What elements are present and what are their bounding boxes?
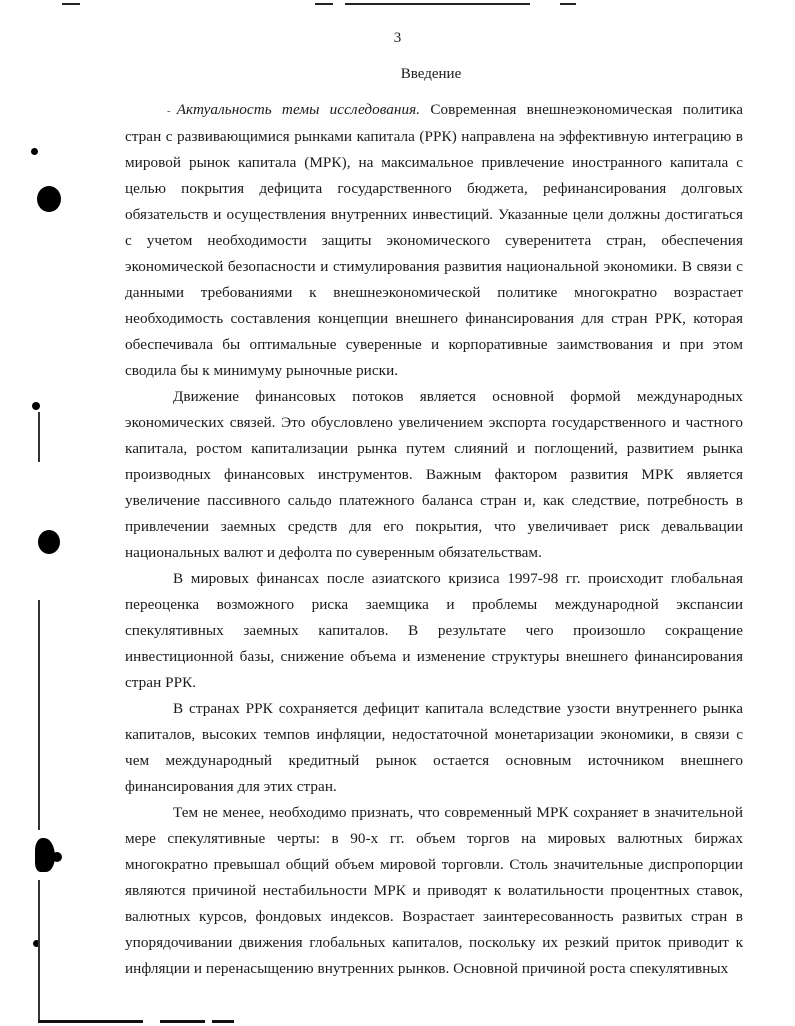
paragraph-lead: Актуальность темы исследования. xyxy=(176,101,421,118)
punch-hole-mark xyxy=(38,530,60,554)
scan-margin-line xyxy=(38,600,40,830)
stray-mark: - xyxy=(167,105,171,117)
page-number: 3 xyxy=(393,30,402,46)
document-body xyxy=(125,97,743,982)
scan-edge-rule xyxy=(38,1020,143,1023)
scan-edge-rule xyxy=(560,3,576,5)
paragraph: Движение финансовых потоков является основной формой международных экономических связей. Это обусловлено увеличением экспорта государственного и частного капитала, ростом капитализации рынка путем слияний и поглощений, развитием рынка производных финансовых инструментов. Важным фактором развития МРК является увеличение пассивного сальдо платежного баланса стран и, как следствие, потребность в привлечении заемных средств для его покрытия, что увеличивает риск девальвации национальных валют и дефолта по суверенным обязательствам. xyxy=(125,388,743,561)
punch-hole-mark xyxy=(31,148,38,155)
scan-edge-rule xyxy=(212,1020,234,1023)
scan-margin-line xyxy=(38,880,40,1020)
scan-edge-rule xyxy=(62,3,80,5)
paragraph-text: Современная внешнеэкономическая политика стран с развивающимися рынками капитала (РРК) направлена на эффективную интеграцию в мировой рынок капитала (МРК), на максимальное привлечение иностранного капитала с целью покрытия дефицита государственного бюджета, рефинансирования долговых обязательств и осуществления внутренних инвестиций. Указанные цели должны достигаться с учетом необходимости защиты экономического суверенитета стран, обеспечения экономической безопасности и стимулирования развития национальной экономики. В связи с данными требованиями к внешнеэкономической политике многократно возрастает необходимость составления концепции внешнего финансирования для стран РРК, которая обеспечивала бы оптимальные суверенные и корпоративные заимствования и при этом сводила бы к минимуму рыночные риски. xyxy=(125,101,743,379)
punch-hole-mark xyxy=(37,186,61,212)
paragraph: В мировых финансах после азиатского кризиса 1997-98 гг. происходит глобальная переоценка возможного риска заемщика и проблемы международной экспансии спекулятивных заемных капиталов. В результате чего произошло сокращение инвестиционной базы, снижение объема и изменение структуры внешнего финансирования стран РРК. xyxy=(125,570,743,691)
section-heading: Введение xyxy=(400,66,462,82)
paragraph: Тем не менее, необходимо признать, что современный МРК сохраняет в значительной мере спекулятивные черты: в 90-х гг. объем торгов на мировых валютных биржах многократно превышал общий объем мировой торговли. Столь значительные диспропорции являются причиной нестабильности МРК и приводят к волатильности процентных ставок, валютных курсов, фондовых индексов. Возрастает заинтересованность развитых стран в упорядочивании движения глобальных капиталов, поскольку их резкий приток приводит к инфляции и перенасыщению внутренних рынков. Основной причиной роста спекулятивных xyxy=(125,804,743,977)
scan-edge-rule xyxy=(345,3,530,5)
scan-margin-line xyxy=(38,412,40,462)
scan-blot xyxy=(52,852,62,862)
scan-edge-rule xyxy=(315,3,333,5)
punch-hole-mark xyxy=(32,402,40,410)
paragraph: В странах РРК сохраняется дефицит капитала вследствие узости внутреннего рынка капиталов, высоких темпов инфляции, недостаточной монетаризации экономики, в связи с чем международный кредитный рынок остается основным источником внешнего финансирования для этих стран. xyxy=(125,700,743,795)
scan-edge-rule xyxy=(160,1020,205,1023)
paragraph-relevance xyxy=(125,97,743,384)
